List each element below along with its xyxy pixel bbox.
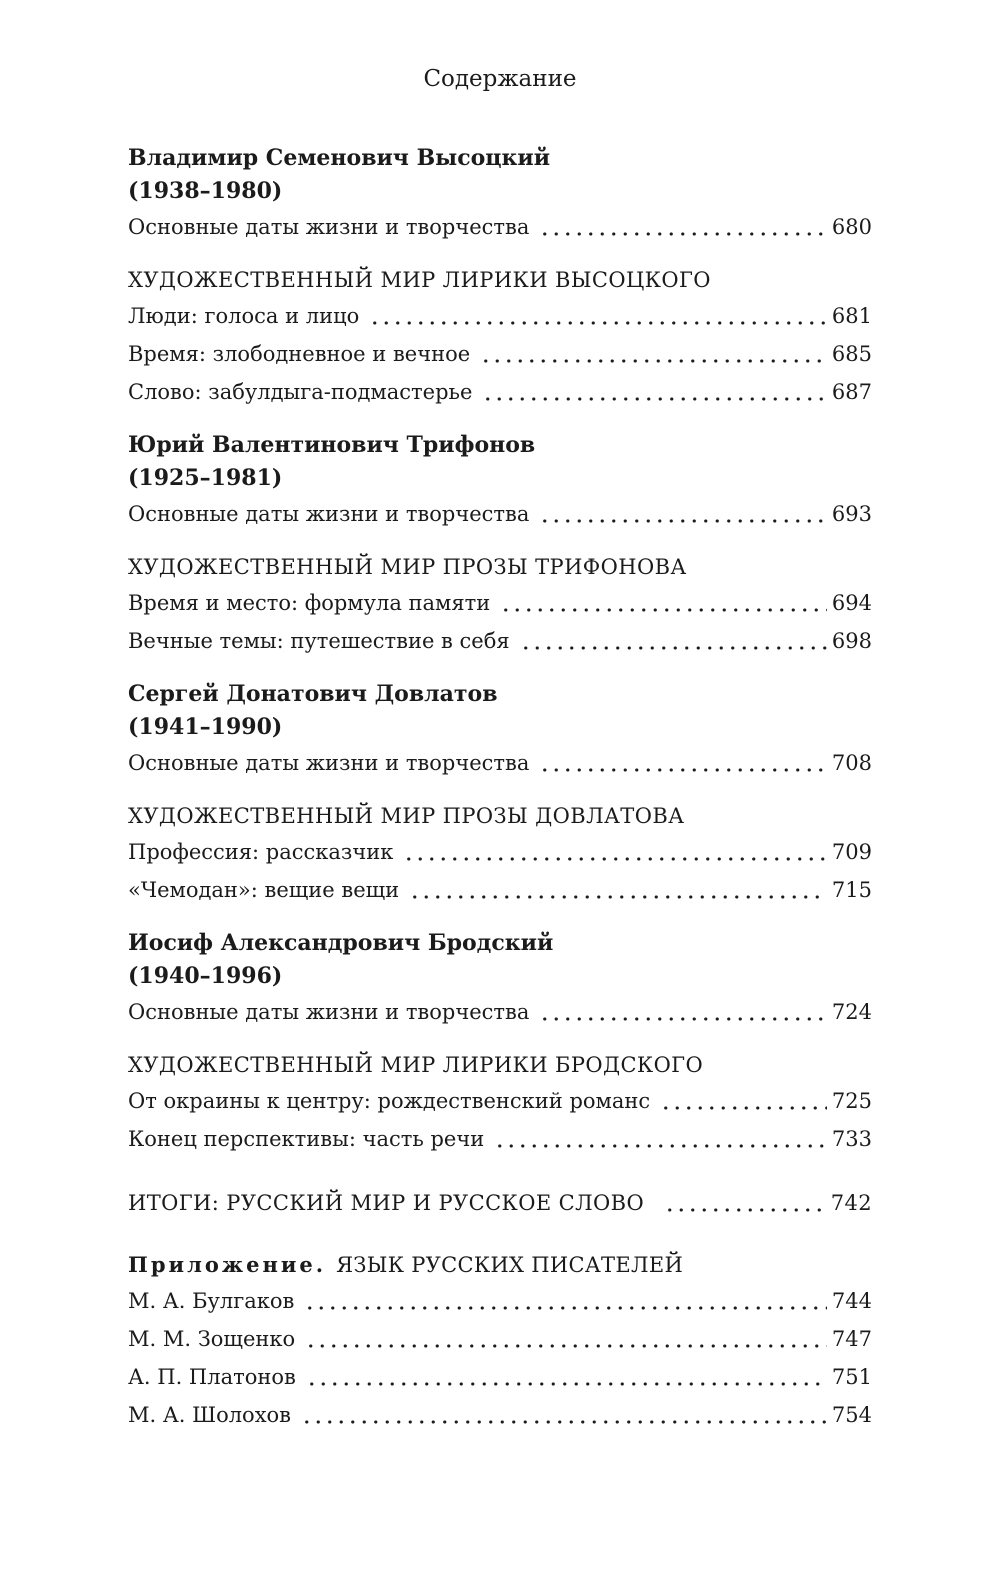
dot-leader (304, 1358, 827, 1396)
dot-leader (302, 1282, 827, 1320)
author-heading (128, 429, 872, 495)
toc-section (128, 429, 872, 533)
toc-entry (128, 1184, 872, 1222)
toc-entry (128, 833, 872, 871)
page-number: 698 (831, 629, 872, 653)
page-number: 754 (831, 1403, 872, 1427)
heading-line: ХУДОЖЕСТВЕННЫЙ МИР ПРОЗЫ ДОВЛАТОВА (128, 804, 685, 828)
entry-label: Конец перспективы: часть речи (128, 1127, 485, 1151)
page-number: 687 (831, 380, 872, 404)
section-heading (128, 264, 872, 297)
heading-line: ХУДОЖЕСТВЕННЫЙ МИР ПРОЗЫ ТРИФОНОВА (128, 555, 687, 579)
toc-entry (128, 297, 872, 335)
dot-leader (401, 833, 827, 871)
dot-leader (537, 744, 827, 782)
dot-leader (537, 495, 827, 533)
page-number: 747 (831, 1327, 872, 1351)
entry-label: Профессия: рассказчик (128, 840, 394, 864)
dot-leader (537, 208, 827, 246)
section-heading (128, 551, 872, 584)
entry-label: Основные даты жизни и творчества (128, 215, 530, 239)
author-heading (128, 678, 872, 744)
author-years: (1941–1990) (128, 714, 283, 740)
dot-leader (480, 373, 827, 411)
dot-leader (658, 1082, 827, 1120)
page-number: 693 (831, 502, 872, 526)
entry-label: «Чемодан»: вещие вещи (128, 878, 400, 902)
page-number: 751 (831, 1365, 872, 1389)
toc-entry (128, 1320, 872, 1358)
author-years: (1940–1996) (128, 963, 283, 989)
toc-entry (128, 1282, 872, 1320)
page-number: 742 (830, 1191, 872, 1215)
toc (128, 142, 872, 1434)
section-heading (128, 1049, 872, 1082)
page-title: Содержание (423, 66, 577, 92)
page-number: 715 (831, 878, 872, 902)
toc-entry (128, 208, 872, 246)
toc-entry (128, 993, 872, 1031)
toc-entry (128, 871, 872, 909)
toc-entry (128, 622, 872, 660)
page-number: 709 (831, 840, 872, 864)
entry-label: Основные даты жизни и творчества (128, 502, 530, 526)
heading-line: Владимир Семенович Высоцкий (128, 145, 551, 171)
appendix-prefix-label: Приложение. (128, 1252, 327, 1277)
toc-entry (128, 1358, 872, 1396)
dot-leader (478, 335, 827, 373)
author-years: (1938–1980) (128, 178, 283, 204)
toc-section (128, 551, 872, 660)
section-heading (128, 1248, 872, 1282)
toc-section (128, 927, 872, 1031)
page-number: 685 (831, 342, 872, 366)
page-number: 744 (831, 1289, 872, 1313)
dot-leader (407, 871, 827, 909)
entry-label: М. А. Шолохов (128, 1403, 292, 1427)
entry-label: Вечные темы: путешествие в себя (128, 629, 510, 653)
heading-line: Иосиф Александрович Бродский (128, 930, 554, 956)
page-number: 725 (831, 1089, 872, 1113)
toc-entry (128, 373, 872, 411)
section-heading-text: ЯЗЫК РУССКИХ ПИСАТЕЛЕЙ (336, 1253, 684, 1277)
entry-label: М. М. Зощенко (128, 1327, 296, 1351)
page-number: 724 (831, 1000, 872, 1024)
author-heading (128, 142, 872, 208)
entry-label: Основные даты жизни и творчества (128, 751, 530, 775)
page-number: 708 (831, 751, 872, 775)
entry-label: А. П. Платонов (128, 1365, 296, 1389)
toc-section (128, 142, 872, 246)
dot-leader (537, 993, 827, 1031)
toc-section (128, 1049, 872, 1158)
heading-line: Сергей Донатович Довлатов (128, 681, 498, 707)
toc-content (128, 0, 872, 1434)
author-years: (1925–1981) (128, 465, 283, 491)
entry-label: Слово: забулдыга-подмастерье (128, 380, 473, 404)
page-number: 681 (831, 304, 872, 328)
toc-section (128, 1248, 872, 1434)
toc-entry (128, 335, 872, 373)
toc-entry (128, 495, 872, 533)
heading-line: Юрий Валентинович Трифонов (128, 432, 536, 458)
toc-entry (128, 584, 872, 622)
entry-label: Время: злободневное и вечное (128, 342, 471, 366)
entry-label: М. А. Булгаков (128, 1289, 295, 1313)
section-heading (128, 800, 872, 833)
dot-leader (303, 1320, 827, 1358)
toc-section (128, 1184, 872, 1222)
page-number: 680 (831, 215, 872, 239)
toc-section (128, 678, 872, 782)
toc-entry (128, 1120, 872, 1158)
entry-label: Люди: голоса и лицо (128, 304, 360, 328)
entry-label: Время и место: формула памяти (128, 591, 491, 615)
page-number: 694 (831, 591, 872, 615)
entry-label: От окраины к центру: рождественский романс (128, 1089, 651, 1113)
dot-leader (492, 1120, 827, 1158)
dot-leader (662, 1184, 826, 1222)
author-heading (128, 927, 872, 993)
toc-section (128, 264, 872, 411)
heading-line: ХУДОЖЕСТВЕННЫЙ МИР ЛИРИКИ ВЫСОЦКОГО (128, 268, 711, 292)
dot-leader (367, 297, 827, 335)
heading-line: ХУДОЖЕСТВЕННЫЙ МИР ЛИРИКИ БРОДСКОГО (128, 1053, 704, 1077)
page-number: 733 (831, 1127, 872, 1151)
toc-entry (128, 1082, 872, 1120)
dot-leader (498, 584, 827, 622)
entry-label: Основные даты жизни и творчества (128, 1000, 530, 1024)
toc-section (128, 800, 872, 909)
dot-leader (299, 1396, 827, 1434)
entry-label: ИТОГИ: РУССКИЙ МИР И РУССКОЕ СЛОВО (128, 1191, 645, 1215)
dot-leader (518, 622, 827, 660)
toc-entry (128, 744, 872, 782)
toc-entry (128, 1396, 872, 1434)
